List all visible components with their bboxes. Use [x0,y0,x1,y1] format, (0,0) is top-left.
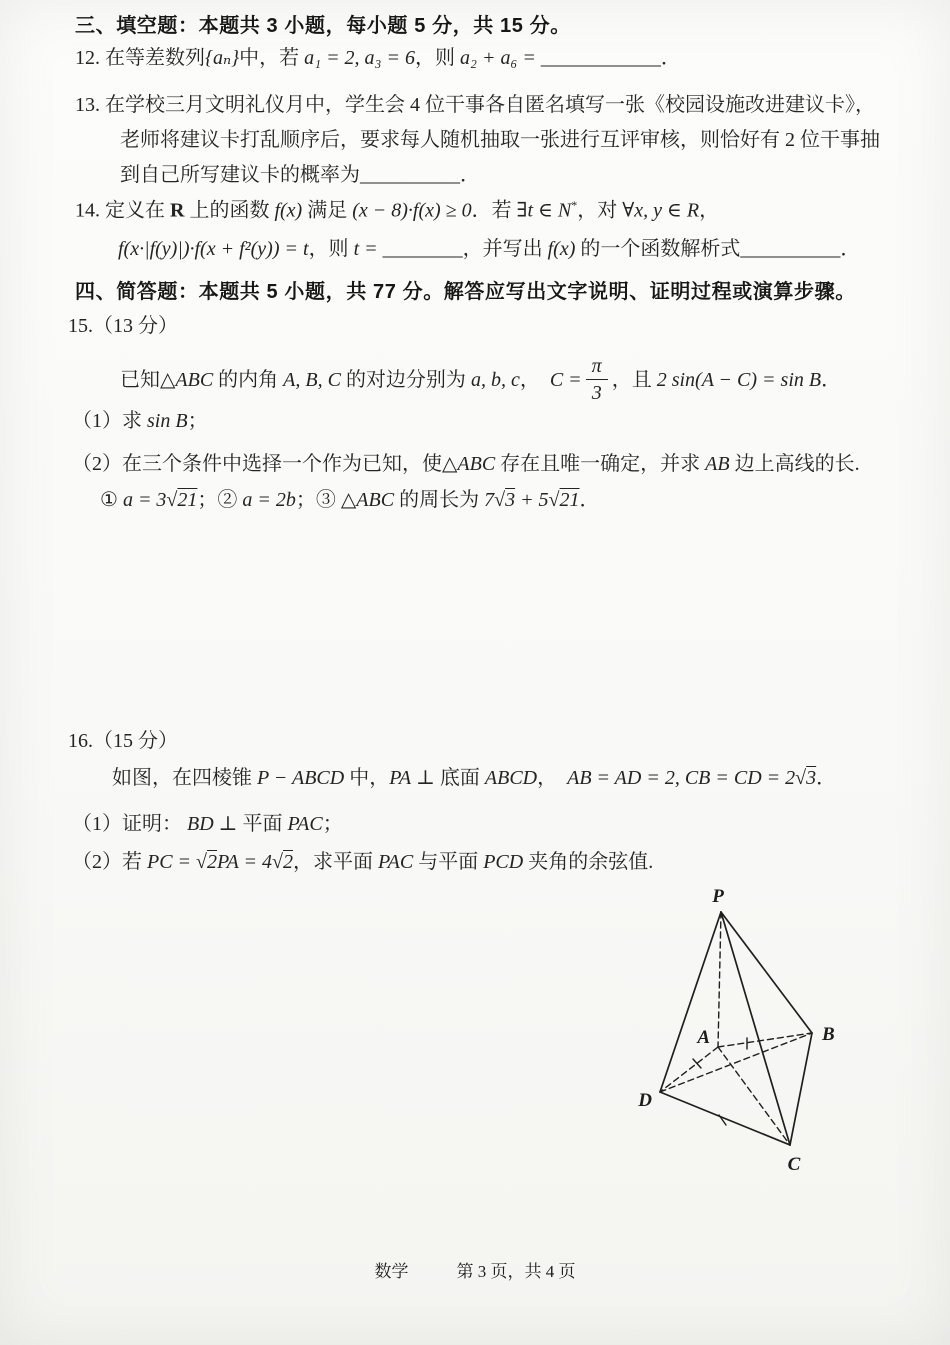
text-fragment: 13. 在学校三月文明礼仪月中，学生会 4 位干事各自匿名填写一张《校园设施改进建议卡》， [75,94,875,116]
question-12 [75,45,681,72]
text-fragment: ． [821,369,842,392]
text-fragment: ．若 [471,199,517,222]
text-fragment: 的周长为 [394,489,485,511]
math-fragment: A, B, C [283,369,341,392]
math-fragment: {aₙ} [205,47,240,69]
math-fragment: sin B [147,410,188,432]
edge-a-b [718,1033,812,1047]
blank-line: __________ [740,238,841,260]
section-3-header-text: 三、填空题：本题共 3 小题，每小题 5 分，共 15 分。 [75,15,571,37]
text-fragment: 12. 在等差数列 [75,47,205,69]
text-fragment: ，则 [308,238,354,260]
math-fragment: P − ABCD [257,767,345,789]
radicand: 3 [806,767,817,789]
math-fragment: PA [389,767,412,789]
math-fragment: △ABC [442,453,496,475]
text-fragment: ，并写出 [462,238,548,260]
edge-c-b [790,1033,812,1145]
text-fragment: 老师将建议卡打乱顺序后，要求每人随机抽取一张进行互评审核，则恰好有 2 位干事抽 [120,129,880,151]
question-14-line-1 [75,197,719,225]
text-fragment: ，对 [577,199,623,222]
math-fragment: PCD [483,851,524,873]
math-fragment: + 5√ [515,489,560,511]
edge-p-a [718,912,721,1047]
radicand: 2 [207,851,218,873]
footer-page-number: 第 3 页，共 4 页 [456,1262,576,1281]
text-fragment: ． [840,238,861,260]
radicand: 21 [559,489,580,511]
math-fragment: f(x) [547,238,576,260]
text-fragment: ． [579,489,600,511]
math-fragment: AB [705,453,730,475]
vertex-label-d: D [638,1090,652,1111]
question-16-heading [68,728,178,755]
text-fragment: 中， [344,767,390,789]
math-fragment: a₁ = 2, a₃ = 6 [304,47,416,69]
edge-a-d [660,1047,718,1092]
text-fragment: ，则 [415,47,461,69]
radicand: 21 [177,489,198,511]
question-16-item-2 [72,849,653,876]
text-fragment: ⊥ 底面 [411,767,485,789]
text-fragment: ； [187,410,208,432]
text-fragment: 的内角 [213,369,284,392]
math-fragment: AB = AD = 2, CB = CD = 2√ [567,767,807,789]
question-16-intro [112,765,836,792]
fraction-denominator: 3 [591,382,602,404]
text-fragment: 已知 [120,369,160,392]
math-fragment: 2 sin(A − C) = sin B [656,369,822,392]
math-fragment: ABCD [484,767,538,789]
math-fragment: ∀x, y ∈ R [622,199,700,222]
question-13-line-3 [120,162,480,189]
text-fragment: 到自己所写建议卡的概率为__________． [120,164,480,186]
text-fragment: 上的函数 [184,199,275,222]
text-fragment: （1）证明： [72,813,187,835]
blank-line: ____________ [540,47,661,69]
edge-p-c [721,912,790,1145]
diagonal-d-b [660,1033,812,1092]
math-fragment: C = [549,369,582,392]
math-fragment: f(x) [274,199,303,222]
text-fragment: 如图，在四棱锥 [112,767,257,789]
edge-p-d [660,912,721,1092]
text-fragment: 15.（13 分） [68,315,178,337]
question-15-known [120,355,842,405]
blank-line: ________ [382,238,463,260]
math-fragment: a = 2b [242,489,296,511]
math-fragment: PC = √ [147,851,208,873]
superscript-star: * [571,198,578,212]
text-fragment: ， [537,767,568,789]
text-fragment: ⊥ 平面 [213,813,288,835]
radicand: 3 [505,489,516,511]
math-fragment: (x − 8)·f(x) ≥ 0 [352,199,472,222]
text-fragment: 与平面 [413,851,484,873]
page-footer [0,1257,950,1282]
question-15-item-2 [72,451,860,478]
footer-subject: 数学 [374,1262,409,1281]
text-fragment: ，且 [611,369,657,392]
text-fragment: 满足 [302,199,353,222]
math-fragment: t = [353,238,383,260]
question-13-line-1 [75,92,875,119]
question-13-line-2 [120,127,880,154]
math-fragment: PAC [378,851,414,873]
text-fragment: 边上高线的长. [729,453,860,475]
text-fragment: 夹角的余弦值. [523,851,654,873]
text-fragment: 存在且唯一确定，并求 [495,453,706,475]
question-16-item-1 [72,811,343,838]
math-fragment: R [170,199,185,222]
math-fragment: PAC [287,813,323,835]
edge-p-b [721,912,812,1033]
text-fragment: ，求平面 [293,851,378,873]
math-fragment: PA = 4√ [217,851,283,873]
question-15-item-1 [72,408,208,435]
text-fragment: ， [699,199,720,222]
text-fragment: ， [519,369,550,392]
tick-mark [719,1115,726,1125]
radicand: 2 [283,851,293,873]
vertex-label-p: P [712,886,724,907]
math-fragment: f(x·|f(y)|)·f(x + f²(y)) = t [118,238,309,260]
fraction-pi-over-3 [586,356,608,403]
question-15-options [100,487,600,514]
edge-d-c [660,1092,790,1145]
text-fragment: ． [660,47,681,69]
circled-two: ；② [197,489,243,511]
text-fragment: 中，若 [239,47,305,69]
math-fragment: △ABC [340,489,395,511]
text-fragment: 14. 定义在 [75,199,170,222]
text-fragment: （1）求 [72,410,147,432]
section-4-header-text: 四、简答题：本题共 5 小题，共 77 分。解答应写出文字说明、证明过程或演算步骤。 [75,281,856,303]
pyramid-figure [590,880,910,1180]
math-fragment: ∃t ∈ N [516,199,572,222]
math-fragment: BD [187,813,214,835]
text-fragment: （2）若 [72,851,147,873]
vertex-label-a: A [697,1027,710,1048]
vertex-label-c: C [787,1154,801,1175]
text-fragment: 的一个函数解析式 [575,238,741,260]
text-fragment: （2）在三个条件中选择一个作为已知，使 [72,453,442,475]
math-fragment: △ABC [160,369,214,392]
text-fragment: 16.（15 分） [68,730,178,752]
circled-one: ① [100,489,123,511]
section-4-header [75,279,856,306]
math-fragment: a₂ + a₆ = [460,47,541,69]
math-fragment: a = 3√ [122,489,178,511]
question-14-line-2 [118,236,860,263]
math-fragment: 7√ [484,489,506,511]
math-fragment: a, b, c [470,369,520,392]
vertex-label-b: B [822,1024,835,1045]
circled-three: ；③ [295,489,341,511]
pyramid-diagram [590,880,910,1180]
question-15-heading [68,313,178,340]
fraction-numerator: π [586,356,608,380]
section-3-header [75,13,571,40]
text-fragment: ． [816,767,837,789]
text-fragment: ； [322,813,343,835]
text-fragment: 的对边分别为 [340,369,471,392]
